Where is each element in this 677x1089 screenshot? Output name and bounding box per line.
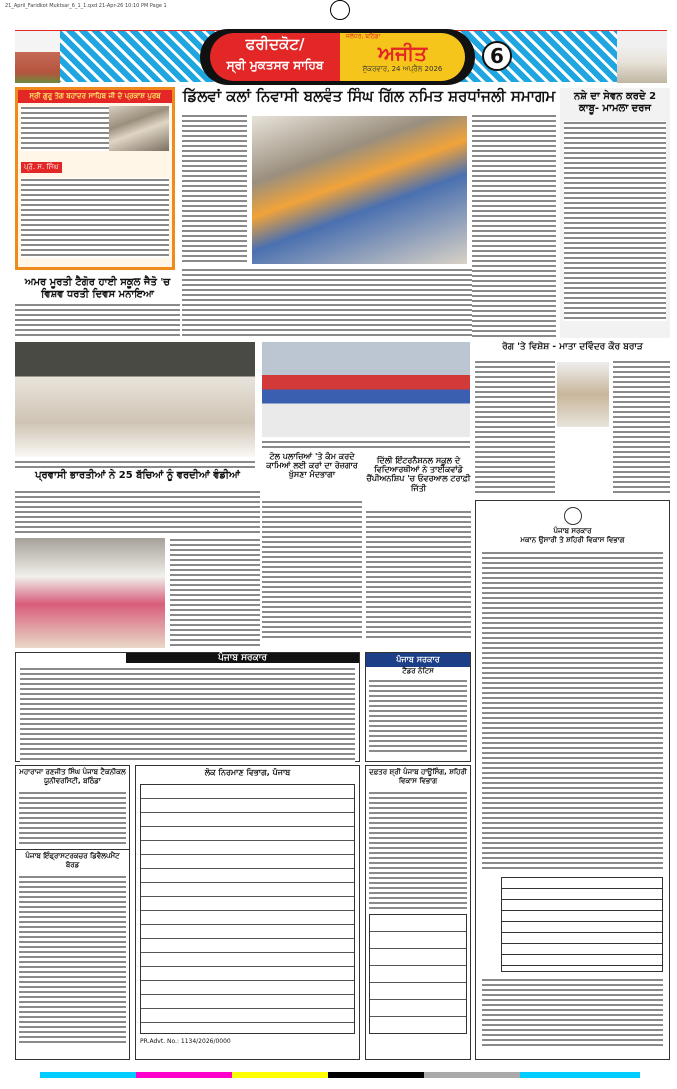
nri-photo [15,538,165,648]
ad-punjab-govt-title: ਪੰਜਾਬ ਸਰਕਾਰ [126,653,359,663]
ad-housing-title: ਦਫ਼ਤਰ ਸ਼੍ਰੀ ਪੰਜਾਬ ਹਾਊਸਿੰਗ, ਸ਼ਹਿਰੀ ਵਿਕਾਸ ਵਿਭਾਗ [369,768,467,785]
masthead [15,30,667,82]
right-headline: ਨਸ਼ੇ ਦਾ ਸੇਵਨ ਕਰਦੇ 2 ਕਾਬੂ- ਮਾਮਲਾ ਦਰਜ [573,91,657,114]
school-photo [15,342,255,457]
paper-logo: ਅਜੀਤ [377,41,428,65]
pr-number: PR.Advt. No.: 1134/2026/0000 [140,1038,231,1045]
govt-emblem [564,507,582,525]
author-tag: ਪ੍ਰੋ. ਸ. ਸਿੰਘ [21,162,62,173]
tender-label: ਟੈਂਡਰ ਨੋਟਿਸ [402,667,434,675]
obituary [475,342,670,497]
notice-table [501,877,663,972]
ad-university [15,765,130,1060]
feature-box [15,87,175,270]
color-bar [40,1072,640,1078]
feature-photo [109,106,169,151]
ad-punjab-sarkar [365,652,471,762]
main-headline: ਡਿੱਲਵਾਂ ਕਲਾਂ ਨਿਵਾਸੀ ਬਲਵੰਤ ਸਿੰਘ ਗਿੱਲ ਨਮਿਤ ਸ਼ਰਧਾਂਜਲੀ ਸਮਾਗਮ [182,87,556,105]
edition-block [210,33,340,81]
pwd-table [140,784,355,1034]
taekwondo-photo [262,342,470,437]
cities: ਜਲੰਧਰ, ਬਠਿੰਡਾ [346,33,381,40]
masthead-photo-right [617,31,667,83]
page-number: 6 [482,41,512,71]
right-column [560,88,670,338]
ad-university-title: ਮਹਾਰਾਜਾ ਰਣਜੀਤ ਸਿੰਘ ਪੰਜਾਬ ਟੈਕਨੀਕਲ ਯੂਨੀਵਰਸਿਟੀ, ਬਠਿੰਡਾ [19,768,126,785]
paper-block [340,33,465,81]
obituary-photo [557,362,609,427]
issue-date: ਸ਼ੁੱਕਰਵਾਰ, 24 ਅਪ੍ਰੈਲ 2026 [362,65,443,73]
main-story-photo [252,116,467,264]
ad-housing [365,765,471,1060]
obituary-headline: ਰੋਗ 'ਤੇ ਵਿਸ਼ੇਸ਼ - ਮਾਤਾ ਦਵਿੰਦਰ ਕੌਰ ਬਰਾੜ [502,342,643,352]
taekwondo-headline: ਦਿੱਲੀ ਇੰਟਰਨੈਸ਼ਨਲ ਸਕੂਲ ਦੇ ਵਿਦਿਆਰਥੀਆਂ ਨੇ ਤਾਈਕਵਾਂਡੋ ਚੈਂਪੀਅਨਸ਼ਿਪ 'ਚ ਓਵਰਆਲ ਟਰਾਫ਼ੀ ਜਿੱਤੀ [366,456,471,493]
housing-table [369,914,467,1034]
notice-dept: ਪੰਜਾਬ ਸਰਕਾਰ [553,527,592,535]
registration-mark [330,0,350,20]
feature-title: ਸ੍ਰੀ ਗੁਰੂ ਤੇਗ ਬਹਾਦਰ ਸਾਹਿਬ ਜੀ ਦੇ ਪ੍ਰਕਾਸ਼ ਪੁਰਬ [18,90,172,103]
ad-pwd-title: ਲੋਕ ਨਿਰਮਾਣ ਵਿਭਾਗ, ਪੰਜਾਬ [204,768,291,777]
govt-notice [475,500,670,1060]
toll-headline: ਟੋਲ ਪਲਾਜ਼ਿਆਂ 'ਤੇ ਕੰਮ ਕਰਦੇ ਕਾਮਿਆਂ ਲਈ ਕਰਾਂ ਦਾ ਰੋਜ਼ਗਾਰ ਖੁੱਸਣਾ ਮੰਦਭਾਗਾ [266,452,358,480]
notice-sub: ਮਕਾਨ ਉਸਾਰੀ ਤੇ ਸ਼ਹਿਰੀ ਵਿਕਾਸ ਵਿਭਾਗ [520,536,625,544]
school-headline: ਅਮਰ ਮੂਰਤੀ ਟੈਗੋਰ ਹਾਈ ਸਕੂਲ ਜੈਤੋ 'ਚ ਵਿਸ਼ਵ ਧਰਤੀ ਦਿਵਸ ਮਨਾਇਆ [24,277,171,300]
edition-name: ਫਰੀਦਕੋਟ/ [245,35,305,53]
ad-punjab-sarkar-title: ਪੰਜਾਬ ਸਰਕਾਰ [366,653,470,667]
ad-punjab-govt [15,652,360,762]
ad-pwd [135,765,360,1060]
ad-infra-title: ਪੰਜਾਬ ਇੰਫ੍ਰਾਸਟਰਕਚਰ ਡਿਵੈਲਪਮੈਂਟ ਬੋਰਡ [16,849,129,872]
print-slug: 21_April_Faridkot Muktsar_6_1_1.qxd 21-Apr-26 10:10 PM Page 1 [5,3,167,9]
nri-headline: ਪ੍ਰਵਾਸੀ ਭਾਰਤੀਆਂ ਨੇ 25 ਬੱਚਿਆਂ ਨੂੰ ਵਰਦੀਆਂ ਵੰਡੀਆਂ [35,470,240,481]
masthead-photo-left [15,31,60,83]
edition-name-2: ਸ੍ਰੀ ਮੁਕਤਸਰ ਸਾਹਿਬ [226,58,324,72]
